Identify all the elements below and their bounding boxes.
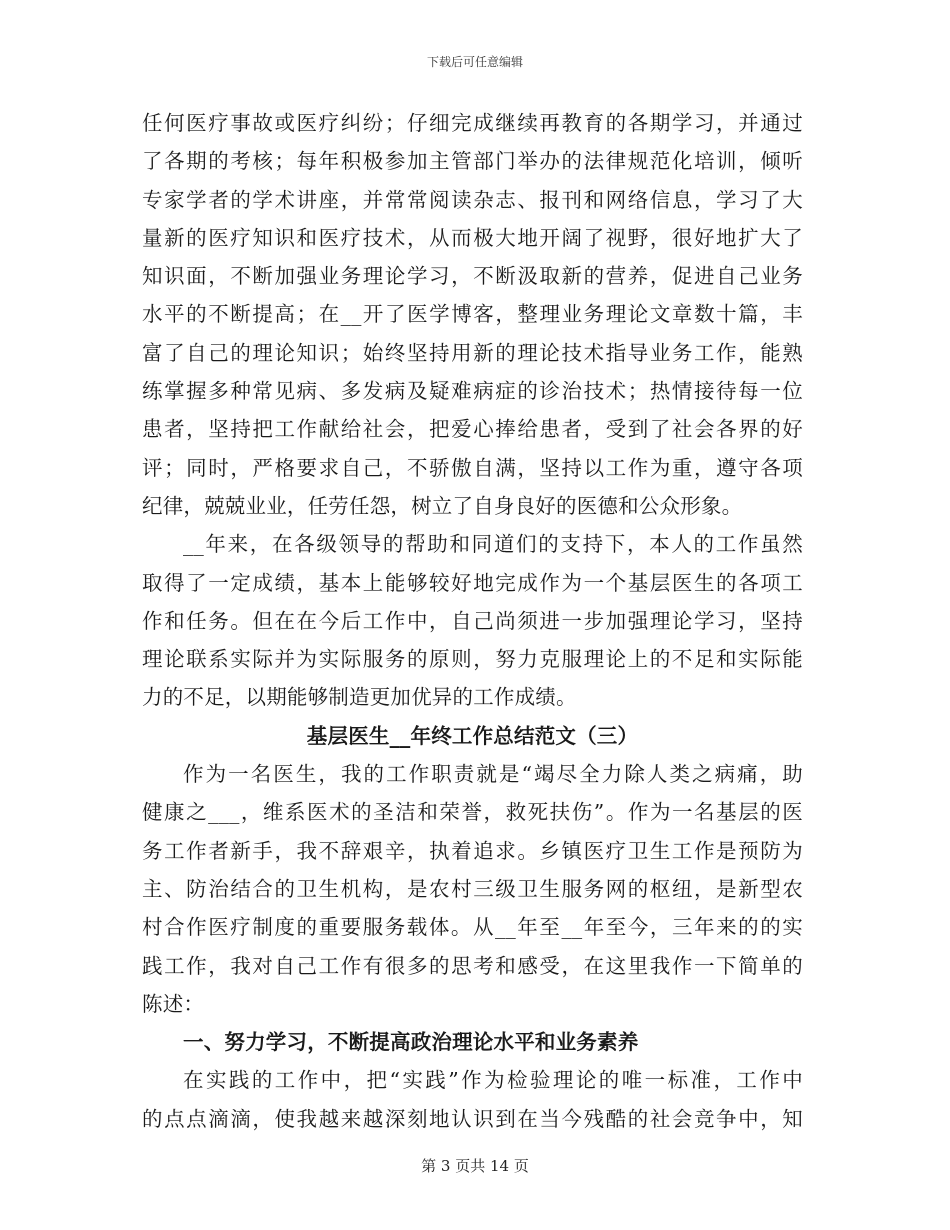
text-line: 纪律，兢兢业业，任劳任怨，树立了自身良好的医德和公众形象。	[142, 493, 743, 518]
text-line: 专家学者的学术讲座，并常常阅读杂志、报刊和网络信息，学习了大	[142, 187, 803, 212]
text-line: 务工作者新手，我不辞艰辛，执着追求。乡镇医疗卫生工作是预防为	[142, 838, 803, 863]
text-line: 村合作医疗制度的重要服务载体。从__年至__年至今，三年来的的实	[142, 915, 803, 940]
text-line: 了各期的考核；每年积极参加主管部门举办的法律规范化培训，倾听	[142, 149, 803, 174]
text-line: 水平的不断提高；在__开了医学博客，整理业务理论文章数十篇，丰	[142, 302, 803, 327]
text-line: 富了自己的理论知识；始终坚持用新的理论技术指导业务工作，能熟	[142, 340, 803, 365]
text-line: 力的不足，以期能够制造更加优异的工作成绩。	[142, 685, 577, 710]
text-line: 健康之___，维系医术的圣洁和荣誉，救死扶伤”。作为一名基层的医	[142, 800, 803, 825]
section-title: 基层医生__年终工作总结范文（三）	[306, 723, 639, 748]
document-body	[142, 104, 803, 1138]
text-line: 患者，坚持把工作献给社会，把爱心捧给患者，受到了社会各界的好	[142, 417, 803, 442]
text-line: 的点点滴滴，使我越来越深刻地认识到在当今残酷的社会竞争中，知	[142, 1106, 803, 1131]
text-line: 量新的医疗知识和医疗技术，从而极大地开阔了视野，很好地扩大了	[142, 225, 803, 250]
page-number: 第 3 页共 14 页	[421, 1157, 529, 1175]
text-line: 练掌握多种常见病、多发病及疑难病症的诊治技术；热情接待每一位	[142, 379, 803, 404]
paragraph-first-line: 作为一名医生，我的工作职责就是“竭尽全力除人类之病痛，助	[183, 762, 803, 787]
paragraph-first-line: __年来，在各级领导的帮助和同道们的支持下，本人的工作虽然	[183, 532, 803, 557]
text-line: 理论联系实际并为实际服务的原则，努力克服理论上的不足和实际能	[142, 647, 803, 672]
text-line: 评；同时，严格要求自己，不骄傲自满，坚持以工作为重，遵守各项	[142, 455, 803, 480]
text-line: 取得了一定成绩，基本上能够较好地完成作为一个基层医生的各项工	[142, 570, 803, 595]
subsection-heading: 一、努力学习，不断提高政治理论水平和业务素养	[183, 1030, 639, 1055]
paragraph-first-line: 在实践的工作中，把“实践”作为检验理论的唯一标准，工作中	[183, 1068, 803, 1093]
text-line: 践工作，我对自己工作有很多的思考和感受，在这里我作一下简单的	[142, 953, 803, 978]
text-line: 任何医疗事故或医疗纠纷；仔细完成继续再教育的各期学习，并通过	[142, 111, 803, 135]
text-line: 作和任务。但在在今后工作中，自己尚须进一步加强理论学习，坚持	[142, 608, 803, 633]
text-line: 陈述：	[142, 991, 205, 1016]
text-line: 主、防治结合的卫生机构，是农村三级卫生服务网的枢纽，是新型农	[142, 876, 803, 901]
page-header-note: 下载后可任意编辑	[426, 55, 523, 69]
text-line: 知识面，不断加强业务理论学习，不断汲取新的营养，促进自己业务	[142, 264, 803, 289]
